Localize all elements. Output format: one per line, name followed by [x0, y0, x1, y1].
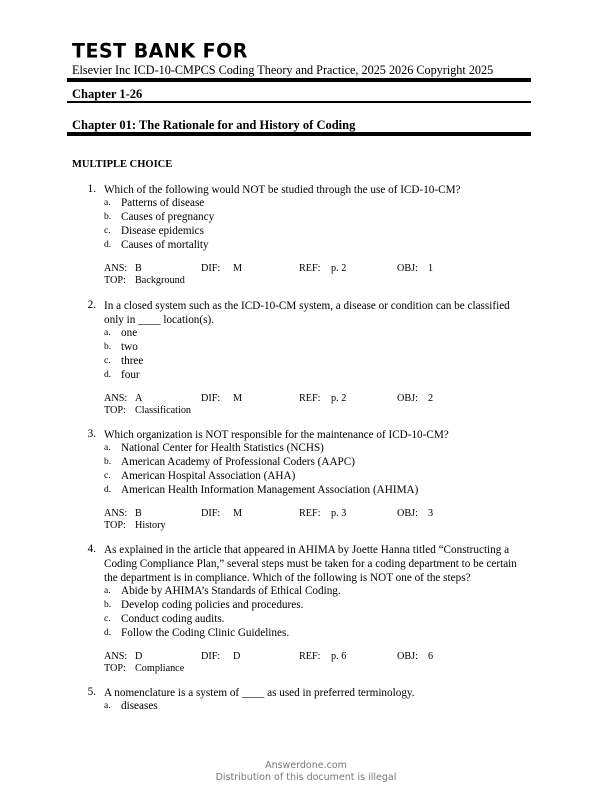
chapter-heading-rule — [67, 132, 531, 136]
question-text: Which organization is NOT responsible for the maintenance of ICD-10-CM? — [104, 429, 449, 441]
topic-value: Classification — [135, 405, 192, 416]
objective-value: 2 — [428, 393, 434, 404]
reference-value: p. 3 — [331, 508, 347, 519]
option-text: four — [121, 369, 140, 381]
option-letter: d. — [104, 240, 112, 250]
option-text: two — [121, 341, 138, 353]
reference-value: p. 2 — [331, 263, 347, 274]
option-letter: b. — [104, 457, 112, 467]
option-letter: c. — [104, 226, 111, 236]
answer-label: ANS: — [104, 651, 128, 662]
option-letter: c. — [104, 356, 111, 366]
question-number: 2. — [87, 299, 96, 311]
answer-label: ANS: — [104, 508, 128, 519]
reference-label: REF: — [299, 393, 321, 404]
question-number: 3. — [87, 428, 96, 440]
topic-label: TOP: — [104, 663, 126, 674]
option-text: diseases — [121, 700, 158, 712]
answer-value: D — [135, 651, 143, 662]
difficulty-value: M — [233, 393, 243, 404]
option-letter: a. — [104, 443, 111, 453]
option-text: one — [121, 327, 138, 339]
section-heading: MULTIPLE CHOICE — [72, 159, 173, 170]
option-letter: b. — [104, 212, 112, 222]
option-text: American Academy of Professional Coders (AAPC) — [121, 456, 355, 468]
question-text: Coding Compliance Plan,” several steps must be taken for a coding department to be certain — [104, 558, 517, 570]
option-text: Abide by AHIMA’s Standards of Ethical Coding. — [121, 585, 341, 597]
answer-value: B — [135, 508, 142, 519]
option-text: American Hospital Association (AHA) — [121, 470, 296, 482]
question-text: In a closed system such as the ICD-10-CM system, a disease or condition can be classified — [104, 300, 510, 312]
option-letter: a. — [104, 198, 111, 208]
difficulty-label: DIF: — [201, 263, 221, 274]
topic-value: Compliance — [135, 663, 185, 674]
objective-label: OBJ: — [397, 508, 418, 519]
question-number: 1. — [87, 183, 96, 195]
objective-value: 3 — [428, 508, 434, 519]
difficulty-label: DIF: — [201, 651, 221, 662]
option-text: Follow the Coding Clinic Guidelines. — [121, 627, 290, 639]
reference-value: p. 6 — [331, 651, 347, 662]
chapter-range-rule — [67, 101, 531, 103]
footer-site: Answerdone.com — [265, 760, 347, 771]
difficulty-value: D — [233, 651, 241, 662]
reference-label: REF: — [299, 651, 321, 662]
answer-value: A — [135, 393, 143, 404]
option-text: National Center for Health Statistics (NCHS) — [121, 442, 324, 454]
chapter-heading: Chapter 01: The Rationale for and History of Coding — [72, 118, 356, 132]
document-title: TEST BANK FOR — [72, 39, 248, 63]
answer-value: B — [135, 263, 142, 274]
question-number: 5. — [87, 686, 96, 698]
difficulty-label: DIF: — [201, 508, 221, 519]
topic-label: TOP: — [104, 520, 126, 531]
reference-label: REF: — [299, 508, 321, 519]
question-text: only in ____ location(s). — [104, 314, 214, 326]
question-text: Which of the following would NOT be studied through the use of ICD-10-CM? — [104, 184, 461, 196]
option-letter: a. — [104, 328, 111, 338]
question-text: A nomenclature is a system of ____ as used in preferred terminology. — [104, 687, 415, 699]
reference-value: p. 2 — [331, 393, 347, 404]
topic-value: Background — [135, 275, 185, 286]
topic-value: History — [135, 520, 166, 531]
option-letter: c. — [104, 471, 111, 481]
topic-label: TOP: — [104, 275, 126, 286]
objective-label: OBJ: — [397, 393, 418, 404]
topic-label: TOP: — [104, 405, 126, 416]
option-letter: d. — [104, 628, 112, 638]
difficulty-label: DIF: — [201, 393, 221, 404]
option-text: Causes of mortality — [121, 239, 209, 251]
chapter-range: Chapter 1-26 — [72, 87, 143, 101]
option-text: Conduct coding audits. — [121, 613, 225, 625]
answer-label: ANS: — [104, 393, 128, 404]
book-subtitle: Elsevier Inc ICD-10-CMPCS Coding Theory and Practice, 2025 2026 Copyright 2025 — [72, 63, 494, 77]
question-number: 4. — [87, 543, 96, 555]
option-text: Disease epidemics — [121, 225, 204, 237]
footer-notice: Distribution of this document is illegal — [215, 772, 397, 783]
option-letter: c. — [104, 614, 111, 624]
difficulty-value: M — [233, 508, 243, 519]
objective-label: OBJ: — [397, 263, 418, 274]
question-text: As explained in the article that appeared in AHIMA by Joette Hanna titled “Constructing a — [104, 544, 510, 556]
option-letter: b. — [104, 342, 112, 352]
objective-label: OBJ: — [397, 651, 418, 662]
option-letter: a. — [104, 701, 111, 711]
option-letter: d. — [104, 370, 112, 380]
objective-value: 6 — [428, 651, 434, 662]
header-rule-thick — [67, 78, 531, 82]
objective-value: 1 — [428, 263, 434, 274]
option-text: Causes of pregnancy — [121, 211, 215, 223]
question-text: the department is in compliance. Which of the following is NOT one of the steps? — [104, 572, 471, 584]
option-letter: a. — [104, 586, 111, 596]
option-letter: b. — [104, 600, 112, 610]
option-text: three — [121, 355, 144, 367]
option-text: Patterns of disease — [121, 197, 205, 209]
difficulty-value: M — [233, 263, 243, 274]
option-text: Develop coding policies and procedures. — [121, 599, 304, 611]
reference-label: REF: — [299, 263, 321, 274]
option-letter: d. — [104, 485, 112, 495]
answer-label: ANS: — [104, 263, 128, 274]
option-text: American Health Information Management Association (AHIMA) — [121, 484, 419, 496]
